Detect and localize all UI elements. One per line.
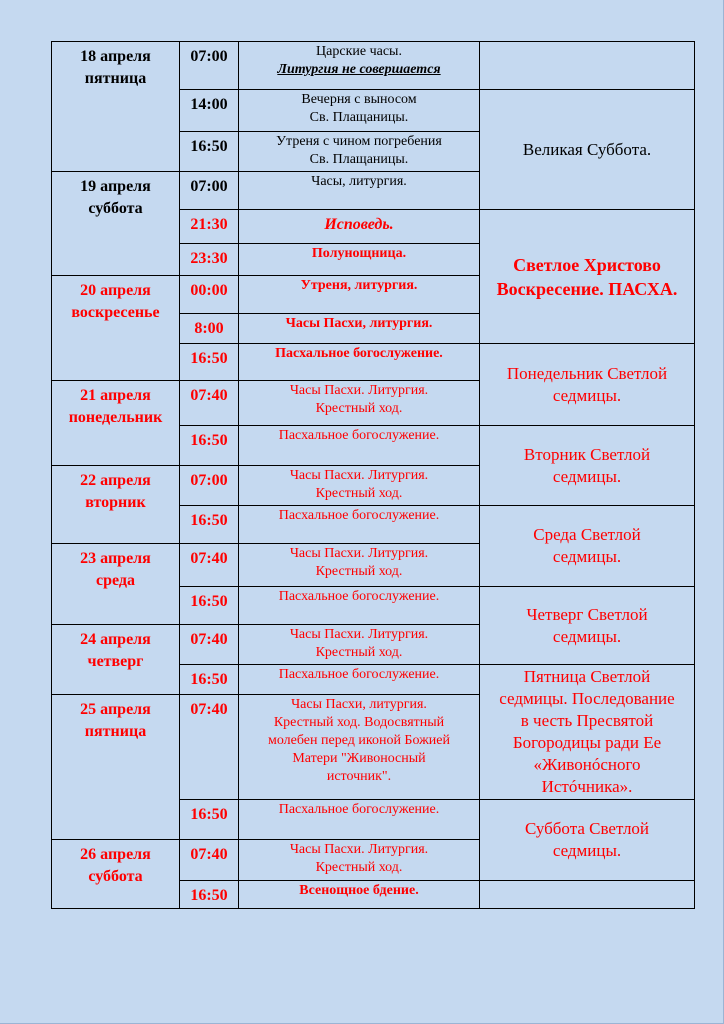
service-cell: Часы Пасхи. Литургия. Крестный ход.: [239, 625, 480, 665]
day-cell-23: 23 апреля среда: [52, 544, 180, 625]
service-cell: Пасхальное богослужение.: [239, 426, 480, 466]
service-cell: Утреня с чином погребения Св. Плащаницы.: [239, 132, 480, 172]
service-cell: Пасхальное богослужение.: [239, 800, 480, 840]
time-cell: 23:30: [180, 244, 239, 276]
day-cell-18: 18 апреля пятница: [52, 42, 180, 172]
note-wednesday: Среда Светлой седмицы.: [480, 506, 695, 587]
time-cell: 8:00: [180, 314, 239, 344]
service-cell: Царские часы. Литургия не совершается: [239, 42, 480, 90]
note-cell-empty: [480, 42, 695, 90]
note-monday: Понедельник Светлой седмицы.: [480, 344, 695, 426]
service-cell: Часы Пасхи, литургия. Крестный ход. Водосвятный молебен перед иконой Божией Матери "Живоносный источник".: [239, 695, 480, 800]
time-cell: 14:00: [180, 90, 239, 132]
time-cell: 16:50: [180, 881, 239, 909]
service-cell: Всенощное бдение.: [239, 881, 480, 909]
note-tuesday: Вторник Светлой седмицы.: [480, 426, 695, 506]
note-great-saturday: Великая Суббота.: [480, 90, 695, 210]
service-cell: Исповедь.: [239, 210, 480, 244]
service-cell: Часы Пасхи. Литургия. Крестный ход.: [239, 544, 480, 587]
service-cell: Полунощница.: [239, 244, 480, 276]
time-cell: 21:30: [180, 210, 239, 244]
service-cell: Вечерня с выносом Св. Плащаницы.: [239, 90, 480, 132]
time-cell: 16:50: [180, 506, 239, 544]
service-cell: Утреня, литургия.: [239, 276, 480, 314]
table-row: [52, 42, 695, 90]
day-cell-20: 20 апреля воскресенье: [52, 276, 180, 381]
time-cell: 07:00: [180, 466, 239, 506]
time-cell: 16:50: [180, 426, 239, 466]
time-cell: 07:40: [180, 381, 239, 426]
time-cell: 16:50: [180, 800, 239, 840]
time-cell: 16:50: [180, 665, 239, 695]
schedule-table: [51, 41, 695, 909]
time-cell: 07:40: [180, 625, 239, 665]
service-cell: Часы Пасхи. Литургия. Крестный ход.: [239, 381, 480, 426]
time-cell: 07:40: [180, 544, 239, 587]
time-cell: 07:40: [180, 840, 239, 881]
time-cell: 16:50: [180, 587, 239, 625]
day-cell-19: 19 апреля суббота: [52, 172, 180, 276]
service-cell: Пасхальное богослужение.: [239, 665, 480, 695]
service-cell: Пасхальное богослужение.: [239, 506, 480, 544]
service-cell: Часы Пасхи. Литургия. Крестный ход.: [239, 466, 480, 506]
note-thursday: Четверг Светлой седмицы.: [480, 587, 695, 665]
time-cell: 00:00: [180, 276, 239, 314]
day-cell-25: 25 апреля пятница: [52, 695, 180, 840]
day-cell-21: 21 апреля понедельник: [52, 381, 180, 466]
service-cell: Часы, литургия.: [239, 172, 480, 210]
note-saturday-bright: Суббота Светлой седмицы.: [480, 800, 695, 881]
day-cell-24: 24 апреля четверг: [52, 625, 180, 695]
service-cell: Часы Пасхи, литургия.: [239, 314, 480, 344]
service-cell: Пасхальное богослужение.: [239, 587, 480, 625]
service-cell: Пасхальное богослужение.: [239, 344, 480, 381]
time-cell: 07:00: [180, 172, 239, 210]
time-cell: 07:00: [180, 42, 239, 90]
time-cell: 16:50: [180, 344, 239, 381]
note-cell-empty: [480, 881, 695, 909]
day-cell-26: 26 апреля суббота: [52, 840, 180, 909]
day-cell-22: 22 апреля вторник: [52, 466, 180, 544]
time-cell: 07:40: [180, 695, 239, 800]
note-friday: Пятница Светлой седмицы. Последование в честь Пресвятой Богородицы ради Ее «Живонóсного Истóчника».: [480, 665, 695, 800]
note-pascha: Светлое Христово Воскресение. ПАСХА.: [480, 210, 695, 344]
service-cell: Часы Пасхи. Литургия. Крестный ход.: [239, 840, 480, 881]
time-cell: 16:50: [180, 132, 239, 172]
